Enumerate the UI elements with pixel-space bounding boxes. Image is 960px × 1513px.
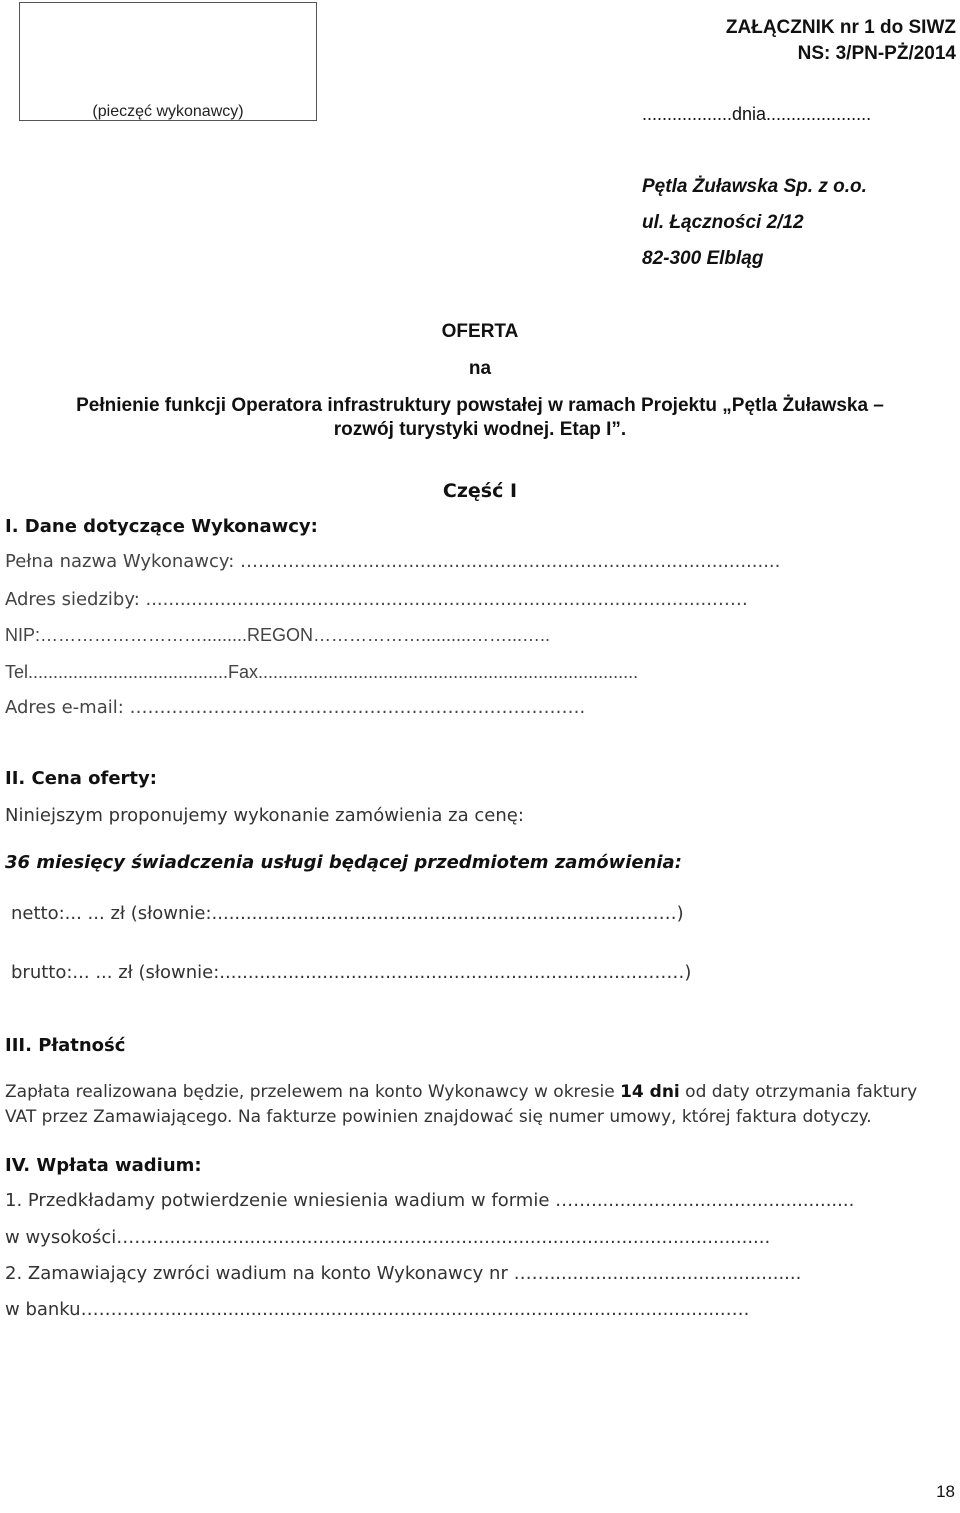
section-2-heading: II. Cena oferty: [5, 768, 157, 789]
email-field: Adres e-mail: …………………………………………………………………. [5, 697, 586, 718]
offer-title: OFERTA [441, 321, 519, 342]
deposit-bank-field: w banku…………….................................................................................................…. [5, 1299, 750, 1320]
section-4-heading: IV. Wpłata wadium: [5, 1155, 202, 1176]
recipient-city: 82-300 Elbląg [642, 248, 764, 269]
nip-regon-field: NIP:……………………….........REGON………………..........……...….. [5, 625, 551, 645]
stamp-label: (pieczęć wykonawcy) [92, 103, 244, 120]
offer-na: na [468, 358, 492, 379]
tel-fax-field: Tel........................................Fax............................................................................ [5, 662, 639, 682]
payment-line-2: VAT przez Zamawiającego. Na fakturze powinien znajdować się numer umowy, której faktura dotyczy. [5, 1107, 872, 1127]
stamp-box [19, 2, 317, 121]
brutto-field: brutto:... ... zł (słownie:...........................................................................……) [11, 962, 692, 983]
section-3-heading: III. Płatność [5, 1035, 126, 1056]
address-field: Adres siedziby: ...................................................................................................…… [5, 589, 748, 610]
recipient-street: ul. Łączności 2/12 [642, 212, 804, 233]
full-name-field: Pełna nazwa Wykonawcy: ………..................................................................................... [5, 551, 781, 572]
subject-line-2: rozwój turystyki wodnej. Etap I”. [333, 419, 627, 440]
recipient-name: Pętla Żuławska Sp. z o.o. [642, 176, 867, 197]
section-1-heading: I. Dane dotyczące Wykonawcy: [5, 516, 318, 537]
payment-days: 14 dni [620, 1082, 680, 1102]
payment-text-before: Zapłata realizowana będzie, przelewem na konto Wykonawcy w okresie [5, 1082, 621, 1102]
subject-line-1: Pełnienie funkcji Operatora infrastruktury powstałej w ramach Projektu „Pętla Żuławska – [76, 395, 884, 416]
annex-line-1: ZAŁĄCZNIK nr 1 do SIWZ [725, 17, 956, 38]
part-label: Część I [442, 480, 518, 502]
page-number: 18 [936, 1482, 955, 1501]
annex-line-2: NS: 3/PN-PŻ/2014 [797, 43, 956, 64]
payment-line-1 [5, 1082, 917, 1102]
date-line: ..................dnia..................... [642, 104, 872, 124]
service-period: 36 miesięcy świadczenia usługi będącej przedmiotem zamówienia: [5, 852, 682, 873]
deposit-account-field: 2. Zamawiający zwróci wadium na konto Wykonawcy nr ……............................................ [5, 1263, 802, 1284]
price-intro: Niniejszym proponujemy wykonanie zamówienia za cenę: [5, 805, 524, 826]
deposit-amount-field: w wysokości……............................................................................................................ [5, 1227, 771, 1248]
deposit-form-field: 1. Przedkładamy potwierdzenie wniesienia wadium w formie …….............................................. [5, 1190, 855, 1211]
netto-field: netto:... ... zł (słownie:...........................................................................……) [11, 903, 684, 924]
payment-text-after: od daty otrzymania faktury [679, 1082, 918, 1102]
